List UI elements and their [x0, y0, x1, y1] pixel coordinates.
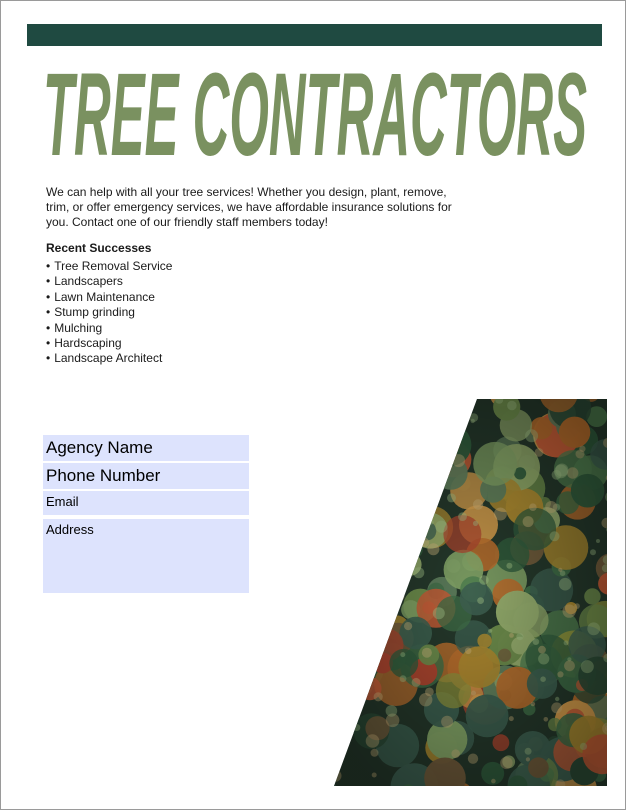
- tree-canopy: [378, 612, 392, 626]
- tree-canopy: [334, 443, 353, 482]
- tree-canopy: [334, 565, 349, 597]
- tree-canopy: [334, 418, 340, 434]
- tree-highlight: [437, 475, 447, 485]
- list-item: • Lawn Maintenance: [46, 290, 172, 305]
- tree-canopy: [363, 413, 385, 435]
- tree-canopy: [349, 464, 391, 506]
- agency-name-field[interactable]: Agency Name: [43, 435, 249, 461]
- tree-canopy: [346, 569, 376, 599]
- tree-canopy: [334, 553, 353, 589]
- tree-canopy: [351, 543, 388, 580]
- tree-highlight: [339, 614, 349, 624]
- list-item: • Stump grinding: [46, 305, 172, 320]
- tree-highlight: [413, 511, 420, 518]
- list-item: • Tree Removal Service: [46, 259, 172, 274]
- tree-highlight: [394, 403, 399, 408]
- tree-highlight: [339, 628, 345, 634]
- tree-canopy: [335, 469, 370, 504]
- recent-successes-list: [46, 259, 172, 367]
- tree-canopy: [370, 597, 386, 613]
- tree-canopy: [334, 652, 341, 666]
- tree-canopy: [382, 399, 424, 430]
- tree-canopy: [334, 465, 362, 506]
- tree-canopy: [334, 399, 339, 409]
- list-item: • Mulching: [46, 321, 172, 336]
- headline: [41, 63, 601, 173]
- tree-canopy: [335, 401, 366, 432]
- tree-canopy: [412, 467, 425, 480]
- tree-highlight: [391, 498, 398, 505]
- tree-canopy: [380, 493, 397, 510]
- list-item: • Hardscaping: [46, 336, 172, 351]
- tree-highlight: [357, 675, 369, 687]
- tree-highlight: [352, 634, 359, 641]
- tree-canopy: [353, 448, 367, 462]
- tree-canopy: [334, 485, 354, 515]
- tree-highlight: [388, 459, 402, 473]
- tree-highlight: [420, 475, 430, 485]
- forest-aerial-image: [334, 399, 607, 786]
- tree-highlight: [387, 553, 398, 564]
- headline-svg: [41, 63, 601, 173]
- list-item: • Landscape Architect: [46, 351, 172, 366]
- email-field[interactable]: Email: [43, 491, 249, 515]
- tree-highlight: [378, 474, 385, 481]
- tree-canopy: [368, 618, 388, 638]
- tree-highlight: [345, 702, 351, 708]
- tree-canopy: [334, 682, 353, 707]
- tree-canopy: [334, 612, 350, 658]
- tree-canopy: [334, 440, 342, 455]
- tree-canopy: [334, 469, 344, 498]
- tree-canopy: [411, 428, 454, 471]
- tree-canopy: [334, 750, 335, 772]
- tree-canopy: [409, 502, 424, 517]
- tree-highlight: [357, 563, 369, 575]
- tree-highlight: [396, 492, 404, 500]
- tree-highlight: [354, 482, 364, 492]
- tree-highlight: [382, 482, 387, 487]
- top-color-bar: [27, 24, 602, 46]
- tree-highlight: [340, 678, 354, 692]
- tree-canopy: [350, 427, 377, 454]
- tree-canopy: [417, 430, 435, 448]
- tree-canopy: [334, 591, 357, 636]
- tree-canopy: [435, 447, 450, 462]
- tree-canopy: [337, 633, 364, 660]
- tree-canopy: [371, 402, 397, 428]
- tree-highlight: [368, 493, 379, 504]
- tree-canopy: [334, 721, 340, 737]
- tree-canopy: [334, 666, 361, 701]
- tree-highlight: [412, 427, 419, 434]
- tree-highlight: [387, 475, 395, 483]
- tree-canopy: [424, 399, 450, 411]
- tree-highlight: [384, 437, 398, 451]
- tree-canopy: [334, 399, 360, 415]
- tree-canopy: [334, 540, 375, 586]
- address-field[interactable]: Address: [43, 519, 249, 593]
- tree-canopy: [334, 630, 335, 650]
- tree-canopy: [361, 544, 383, 566]
- phone-number-field[interactable]: Phone Number: [43, 463, 249, 489]
- tree-canopy: [334, 656, 353, 683]
- tree-canopy: [334, 603, 351, 644]
- tree-highlight: [378, 483, 391, 496]
- intro-paragraph: We can help with all your tree services! Whether you design, plant, remove, trim, or offer emergency services, we have affordable insurance solutions for you. Contact one of our friendly staff members today!: [46, 185, 452, 229]
- recent-successes-heading: Recent Successes: [46, 241, 152, 255]
- tree-canopy: [363, 468, 379, 484]
- list-item: • Landscapers: [46, 274, 172, 289]
- tree-canopy: [334, 681, 348, 715]
- tree-canopy: [334, 450, 353, 482]
- tree-canopy: [353, 533, 381, 561]
- tree-canopy: [405, 458, 440, 493]
- tree-highlight: [383, 569, 393, 579]
- tree-canopy: [432, 413, 455, 436]
- tree-highlight: [369, 524, 373, 528]
- headline-text: TREE CONTRACTORS: [43, 63, 587, 173]
- tree-highlight: [364, 563, 369, 568]
- tree-canopy: [416, 413, 440, 437]
